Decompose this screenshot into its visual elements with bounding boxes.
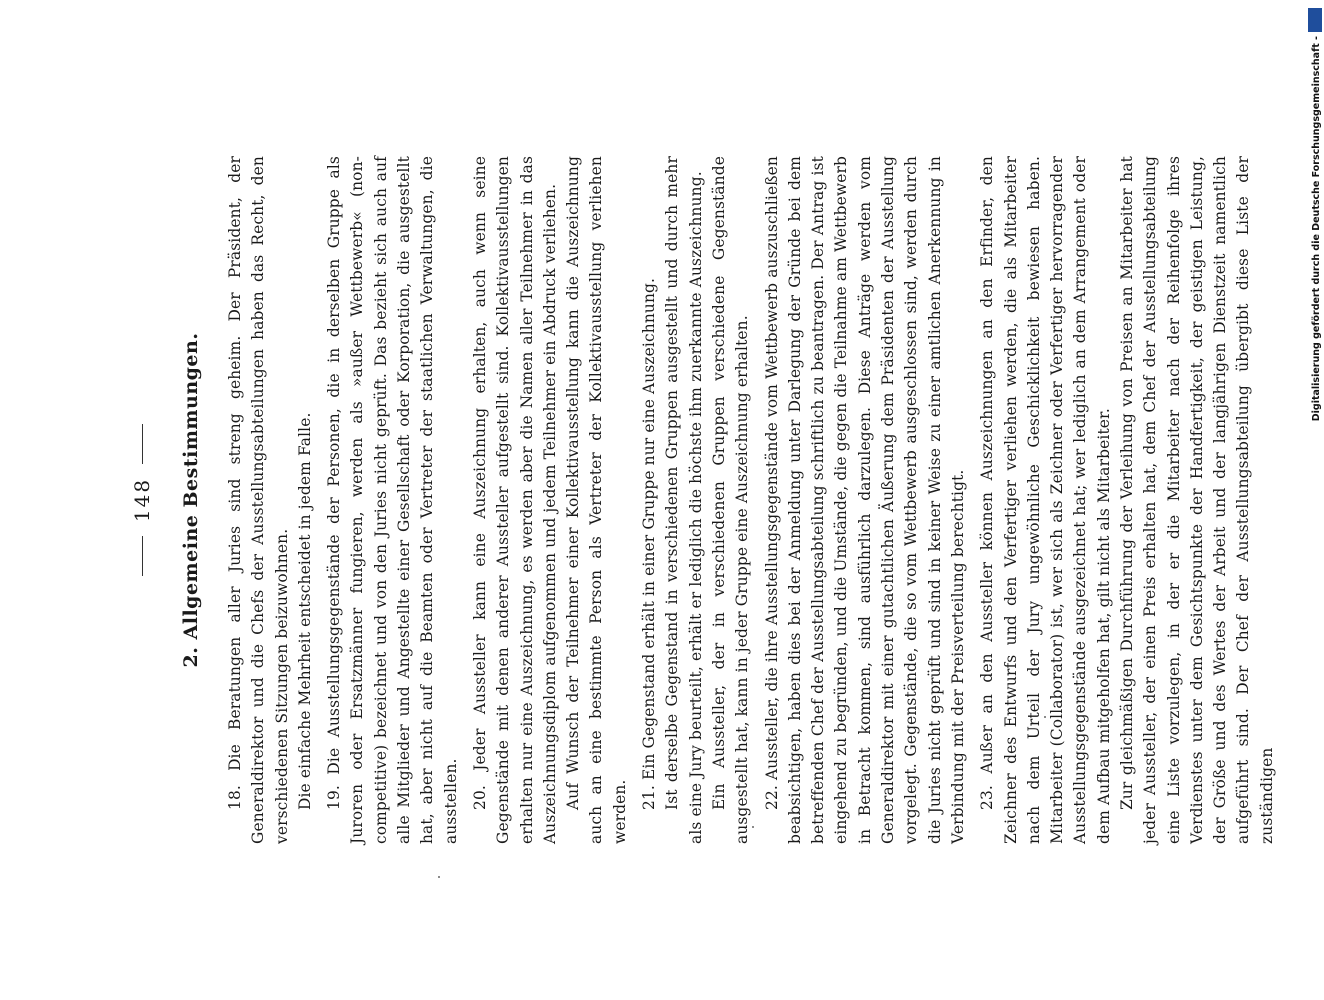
scan-speck bbox=[752, 826, 754, 828]
paragraph-23-continued: Zur gleichmäßigen Durchführung der Verleihung von Preisen an Mitarbeiter hat jeder Aussteller, der einen Preis erhalten hat, dem Chef der Ausstellungsabteilung eine Liste vorzulegen, in der er die Mitarbeiter nach der Reihenfolge ihres Verdienstes unter dem Gesichtspunkte der Handfertigkeit, der geistigen Leistung, der Größe und des Wertes der Arbeit und der langjährigen Dienstzeit namentlich aufgeführt sind. Der Chef der Ausstellungsabteilung übergibt diese Liste der zuständigen bbox=[1117, 156, 1276, 844]
scan-speck bbox=[438, 876, 440, 878]
page-header bbox=[122, 150, 162, 850]
scan-speck bbox=[1044, 716, 1046, 718]
dfg-logo bbox=[1308, 8, 1322, 32]
document-page bbox=[122, 150, 1276, 850]
header-dash-left bbox=[142, 536, 143, 576]
paragraph-19: 19. Die Ausstellungsgegenstände der Personen, die in derselben Gruppe als Juroren oder Ersatzmänner fungieren, werden als »außer Wettbewerb« (non-competitive) bezeichnet und von den Juries nicht geprüft. Das bezieht sich auch auf alle Mitglieder und Angestellte einer Gesellschaft oder Korporation, die ausgestellt hat, aber nicht auf die Beamten oder Vertreter der staatlichen Verwaltungen, die ausstellen. bbox=[325, 156, 460, 844]
page-number: 148 bbox=[130, 477, 154, 523]
paragraph-21-continued-a: Ist derselbe Gegenstand in verschiedenen Gruppen ausgestellt und durch mehr als eine Jury beurteilt, erhält er lediglich die höchste ihm zuerkannte Auszeichnung. bbox=[663, 156, 705, 844]
paragraph-20-continued: Auf Wunsch der Teilnehmer einer Kollektivausstellung kann die Auszeichnung auch an eine bestimmte Person als Vertreter der Kollektivausstellung verliehen werden. bbox=[564, 156, 629, 844]
paragraph-18-continued: Die einfache Mehrheit entscheidet in jedem Falle. bbox=[295, 412, 314, 810]
section-title: 2. Allgemeine Bestimmungen. bbox=[180, 332, 202, 668]
paragraph-21-continued-b: Ein Aussteller, der in verschiedenen Gruppen verschiedene Gegenstände ausgestellt hat, kann in jeder Gruppe eine Auszeichnung erhalten. bbox=[709, 156, 752, 844]
digitization-credit: Digitalisierung gefördert durch die Deutsche Forschungsgemeinschaft - bbox=[1311, 36, 1322, 422]
header-dash-right bbox=[142, 424, 143, 464]
paragraph-18: 18. Die Beratungen aller Juries sind streng geheim. Der Präsident, der Generaldirektor und die Chefs der Ausstellungsabteilungen haben das Recht, den verschiedenen Sitzungen beizuwohnen. bbox=[226, 156, 291, 844]
paragraph-21: 21. Ein Gegenstand erhält in einer Gruppe nur eine Auszeichnung. bbox=[640, 277, 659, 810]
paragraph-23: 23. Außer an den Aussteller können Auszeichnungen an den Erfinder, den Zeichner des Entwurfs und den Verfertiger verliehen werden, die als Mitarbeiter nach dem Urteil der Jury ungewöhnliche Geschicklichkeit bewiesen haben. Mitarbeiter (Collaborator) ist, wer sich als Zeichner oder Verfertiger hervorragender Ausstellungsgegenstände ausgezeichnet hat; wer lediglich an dem Arrangement oder dem Aufbau mitgeholfen hat, gilt nicht als Mitarbeiter. bbox=[978, 156, 1113, 844]
paragraph-20: 20. Jeder Aussteller kann eine Auszeichnung erhalten, auch wenn seine Gegenstände mit denen anderer Aussteller aufgestellt sind. Kollektivausstellungen erhalten nur eine Auszeichnung, es werden aber die Namen aller Teilnehmer in das Auszeichnungsdiplom aufgenommen und jedem Teilnehmer ein Abdruck verliehen. bbox=[470, 156, 559, 844]
paragraph-22: 22. Aussteller, die ihre Ausstellungsgegenstände vom Wettbewerb auszuschließen beabsichtigen, haben dies bei der Anmeldung unter Darlegung der Gründe bei dem betreffenden Chef der Ausstellungsabteilung schriftlich zu beantragen. Der Antrag ist eingehend zu begründen, und die Umstände, die gegen die Teilnahme am Wettbewerb in Betracht kommen, sind ausführlich darzulegen. Diese Anträge werden vom Generaldirektor mit einer gutachtlichen Äußerung dem Präsidenten der Ausstellung vorgelegt. Gegenstände, die so vom Wettbewerb ausgeschlossen sind, werden durch die Juries nicht geprüft und sind in keiner Weise zu einer amtlichen Anerkennung in Verbindung mit der Preisverteilung berechtigt. bbox=[762, 156, 967, 844]
body-text bbox=[224, 150, 1279, 850]
